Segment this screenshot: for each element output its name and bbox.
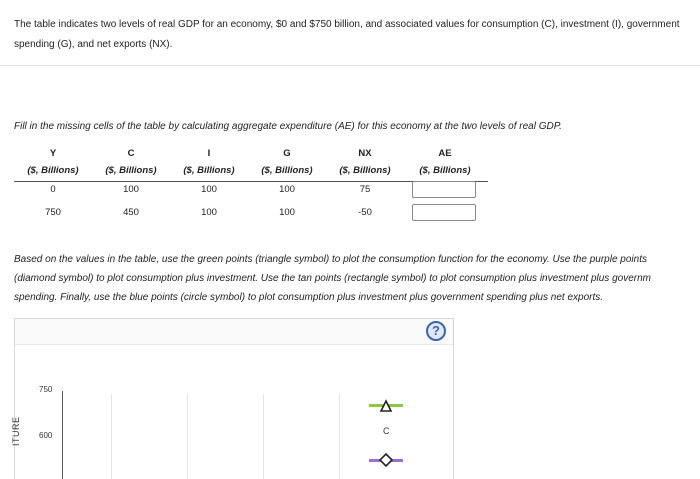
unit-y: ($, Billions) <box>27 165 79 176</box>
cell-i: 100 <box>201 207 217 218</box>
col-header-nx: NX <box>358 148 372 159</box>
cell-c: 100 <box>123 184 139 195</box>
plot-instruction-line: (diamond symbol) to plot consumption plus investment. Use the tan points (rectangle symbol) to plot consumption plus investment plus governm <box>14 273 651 284</box>
cell-c: 450 <box>123 207 139 218</box>
y-tick-label: 750 <box>39 385 53 394</box>
table-instruction: Fill in the missing cells of the table by calculating aggregate expenditure (AE) for this economy at the two levels of real GDP. <box>14 121 562 132</box>
cell-i: 100 <box>201 184 217 195</box>
col-header-y: Y <box>49 148 57 159</box>
diamond-icon[interactable] <box>380 454 392 466</box>
cell-nx: -50 <box>358 207 372 218</box>
grid-line <box>111 394 112 479</box>
cell-g: 100 <box>279 184 295 195</box>
cell-y: 0 <box>50 184 56 195</box>
grid-line <box>187 394 188 479</box>
triangle-icon[interactable] <box>380 400 392 412</box>
col-header-i: I <box>207 148 211 159</box>
plot-instruction-line: spending. Finally, use the blue points (circle symbol) to plot consumption plus investment plus government spending plus net exports. <box>14 292 604 303</box>
unit-nx: ($, Billions) <box>339 165 391 176</box>
y-axis-title: ITURE <box>11 416 21 446</box>
col-header-c: C <box>127 148 135 159</box>
cell-g: 100 <box>279 207 295 218</box>
graph-toolbar <box>15 319 453 345</box>
cell-nx: 75 <box>359 184 371 195</box>
col-header-ae: AE <box>438 148 452 159</box>
cell-y: 750 <box>45 207 61 218</box>
graph-panel[interactable] <box>11 318 454 479</box>
unit-g: ($, Billions) <box>261 165 313 176</box>
section-divider <box>0 65 700 66</box>
col-header-g: G <box>283 148 291 159</box>
plot-instruction-line: Based on the values in the table, use the green points (triangle symbol) to plot the consumption function for the economy. Use the purple points <box>14 254 647 265</box>
ae-input-row1[interactable] <box>412 181 476 198</box>
unit-c: ($, Billions) <box>105 165 157 176</box>
ae-input-row2[interactable] <box>412 204 476 221</box>
grid-line <box>339 394 340 479</box>
plot-instructions <box>14 250 700 307</box>
y-axis <box>62 391 63 479</box>
intro-text: The table indicates two levels of real GDP for an economy, $0 and $750 billion, and associated values for consumption (C), investment (I), government spending (G), and net exports (NX). <box>14 19 680 50</box>
help-icon[interactable]: ? <box>426 321 446 341</box>
y-tick-label: 600 <box>39 431 53 440</box>
legend-label-c: C <box>383 426 390 436</box>
unit-ae: ($, Billions) <box>419 165 471 176</box>
unit-i: ($, Billions) <box>183 165 235 176</box>
grid-line <box>263 394 264 479</box>
